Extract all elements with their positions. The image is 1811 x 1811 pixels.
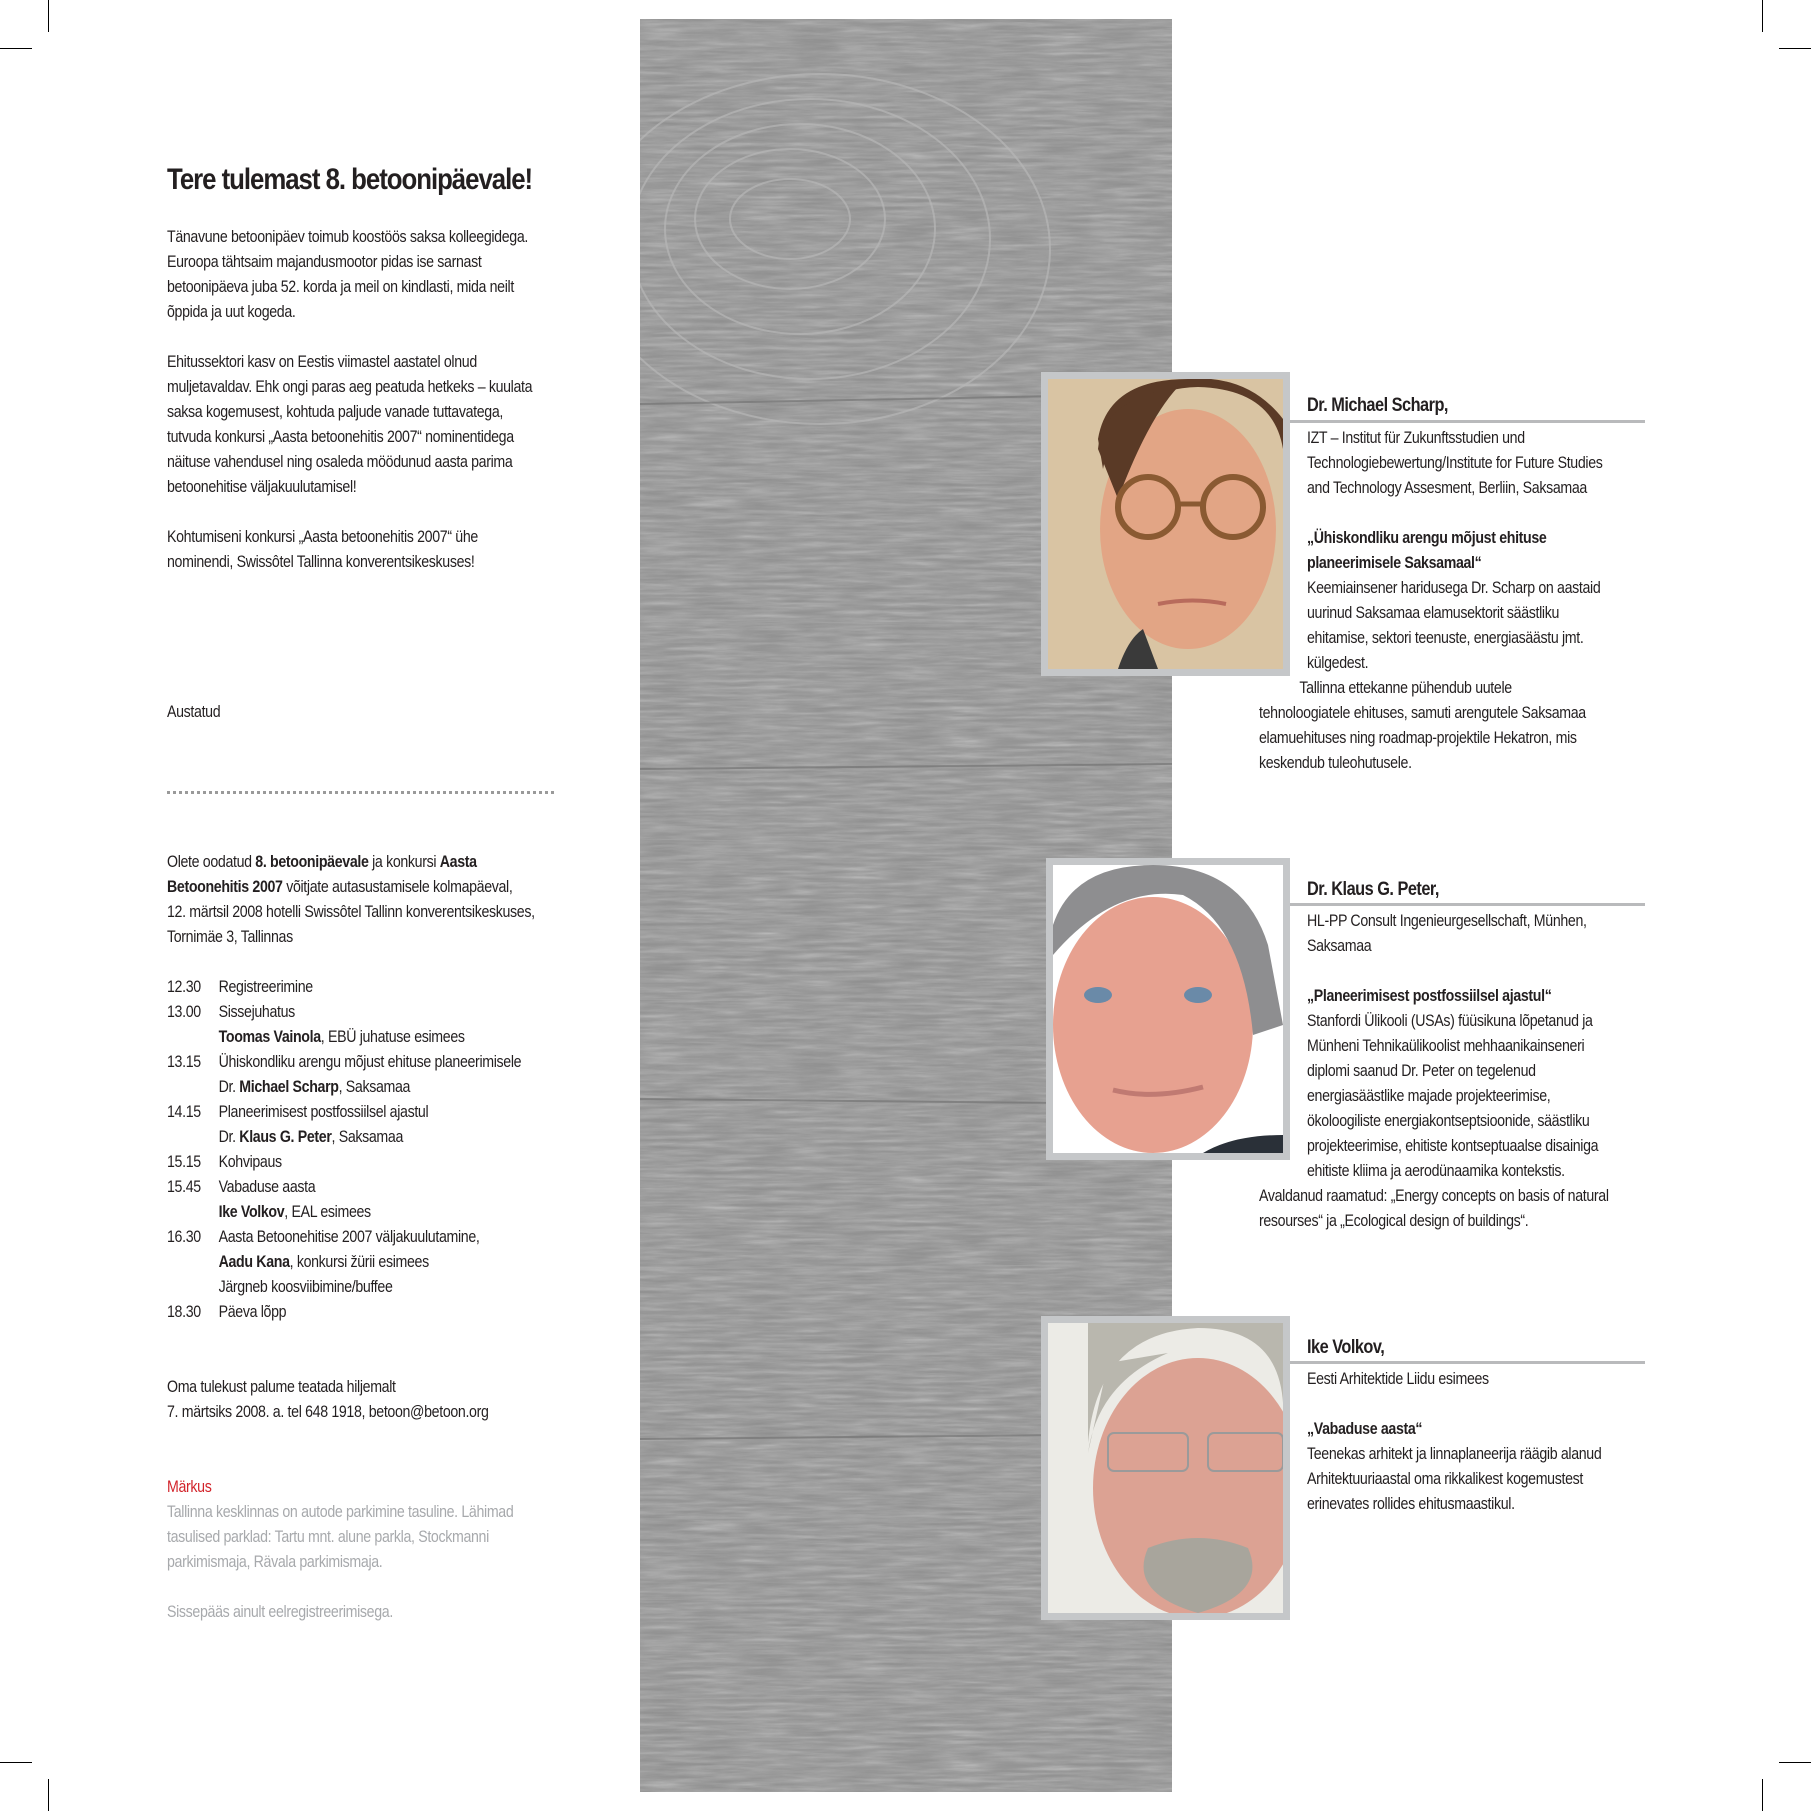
text-line: nominendi, Swissôtel Tallinna konverentsikeskuses! — [167, 553, 475, 571]
schedule-item — [219, 1025, 465, 1050]
schedule-item — [219, 975, 313, 1000]
text-line: Tornimäe 3, Tallinnas — [167, 928, 293, 946]
schedule-row — [167, 1125, 521, 1150]
schedule-row — [167, 1250, 521, 1275]
schedule-text: Järgneb koosviibimine/buffee — [218, 1278, 393, 1296]
schedule-text: Päeva lõpp — [218, 1303, 287, 1321]
bio-line: energiasäästlike majade projekteerimise, — [1307, 1087, 1551, 1105]
schedule-prefix: Dr. — [218, 1078, 240, 1096]
bio-line: Tallinna ettekanne pühendub uutele — [1299, 679, 1512, 697]
text-line: 12. märtsil 2008 hotelli Swissôtel Tallinn konverentsikeskuses, — [167, 903, 535, 921]
intro-paragraph-2 — [167, 350, 571, 500]
schedule-time — [167, 1125, 219, 1150]
affiliation-line: HL-PP Consult Ingenieurgesellschaft, Münhen, — [1307, 912, 1587, 930]
speaker-details-3 — [1307, 1367, 1727, 1517]
talk-title: „Ühiskondliku arengu mõjust ehituse — [1307, 529, 1547, 547]
speaker-details-2 — [1307, 909, 1727, 1184]
schedule-time — [167, 1250, 219, 1275]
bio-line: uurinud Saksamaa elamusektorit säästliku — [1307, 604, 1560, 622]
schedule-time: 15.45 — [167, 1178, 201, 1196]
bio-line: Münheni Tehnikaülikoolist mehhaanikainseneri — [1307, 1037, 1585, 1055]
speaker-details-1 — [1307, 426, 1727, 676]
schedule-time: 13.00 — [167, 1003, 201, 1021]
text-line: Tänavune betoonipäev toimub koostöös saksa kolleegidega. — [167, 228, 528, 246]
schedule-item — [219, 1275, 393, 1300]
bio-line: diplomi saanud Dr. Peter on tegelenud — [1307, 1062, 1536, 1080]
schedule-speaker: Michael Scharp — [239, 1078, 339, 1096]
contact-line: 7. märtsiks 2008. a. tel 648 1918, betoon@betoon.org — [167, 1403, 489, 1421]
text-run: ja konkursi — [368, 853, 440, 871]
text-line: õppida ja uut kogeda. — [167, 303, 296, 321]
schedule-time: 14.15 — [167, 1103, 201, 1121]
schedule-row — [167, 1075, 521, 1100]
schedule-time — [167, 1275, 219, 1300]
schedule-row — [167, 1200, 521, 1225]
schedule-item — [219, 1150, 282, 1175]
dotted-signature-line — [167, 791, 555, 794]
crop-mark — [48, 0, 49, 32]
schedule-row — [167, 1025, 521, 1050]
rsvp-paragraph — [167, 1375, 571, 1425]
schedule-item — [219, 1300, 287, 1325]
affiliation-line: and Technology Assesment, Berliin, Saksamaa — [1307, 479, 1587, 497]
bio-line: erinevates rollides ehitusmaastikul. — [1307, 1495, 1515, 1513]
bio-line: Keemiainsener haridusega Dr. Scharp on aastaid — [1307, 579, 1601, 597]
schedule-time: 13.15 — [167, 1053, 201, 1071]
text-line: muljetavaldav. Ehk ongi paras aeg peatuda hetkeks – kuulata — [167, 378, 533, 396]
crop-mark — [1762, 0, 1763, 32]
schedule-item — [219, 1175, 316, 1200]
invitation-paragraph — [167, 850, 571, 950]
note-line: tasulised parklad: Tartu mnt. alune parkla, Stockmanni — [167, 1528, 489, 1546]
note-heading: Märkus — [167, 1478, 212, 1496]
schedule-item — [219, 1200, 371, 1225]
closing-text — [167, 700, 571, 725]
talk-title: „Vabaduse aasta“ — [1307, 1420, 1423, 1438]
schedule-row — [167, 1175, 521, 1200]
speaker-name: Ike Volkov, — [1307, 1337, 1385, 1358]
speaker-photo-frame — [1041, 372, 1290, 676]
bio-line: elamuehituses ning roadmap-projektile Hekatron, mis — [1259, 729, 1577, 747]
closing-line: Austatud — [167, 703, 221, 721]
bio-line: tehnoloogiatele ehituses, samuti arengutele Saksamaa — [1259, 704, 1586, 722]
schedule-text: Ühiskondliku arengu mõjust ehituse planeerimisele — [218, 1053, 522, 1071]
schedule-row — [167, 1300, 521, 1325]
schedule-prefix: Dr. — [218, 1128, 240, 1146]
speaker-photo-ike-volkov — [1048, 1323, 1283, 1613]
bold-run: Aasta — [439, 853, 477, 871]
schedule-row — [167, 1050, 521, 1075]
schedule-text: , Saksamaa — [338, 1078, 411, 1096]
schedule-text: Vabaduse aasta — [218, 1178, 316, 1196]
note-line: parkimismaja, Rävala parkimismaja. — [167, 1553, 383, 1571]
schedule-text: , Saksamaa — [331, 1128, 403, 1146]
bold-run: 8. betoonipäevale — [255, 853, 369, 871]
bio-line: Stanfordi Ülikooli (USAs) füüsikuna lõpetanud ja — [1307, 1012, 1593, 1030]
bio-line: ökoloogiliste energiakontseptsioonide, säästliku — [1307, 1112, 1590, 1130]
crop-mark — [0, 1762, 32, 1763]
speaker-name: Dr. Klaus G. Peter, — [1307, 879, 1439, 900]
schedule-text: Registreerimine — [218, 978, 313, 996]
text-line: betoonehitise väljakuulutamisel! — [167, 478, 357, 496]
text-line: Kohtumiseni konkursi „Aasta betoonehitis 2007“ ühe — [167, 528, 478, 546]
affiliation-line: Saksamaa — [1307, 937, 1372, 955]
note-line: Sissepääs ainult eelregistreerimisega. — [167, 1603, 393, 1621]
schedule-speaker: Ike Volkov — [218, 1203, 285, 1221]
bio-line: keskendub tuleohutusele. — [1259, 754, 1412, 772]
schedule-time — [167, 1025, 219, 1050]
schedule-time: 15.15 — [167, 1153, 201, 1171]
schedule-text: , EAL esimees — [284, 1203, 371, 1221]
schedule-row — [167, 1225, 521, 1250]
speaker-divider — [1290, 1361, 1645, 1364]
speaker-photo-frame — [1041, 1316, 1290, 1620]
schedule-text: , EBÜ juhatuse esimees — [320, 1028, 465, 1046]
schedule-text: Planeerimisest postfossiilsel ajastul — [218, 1103, 429, 1121]
schedule-row — [167, 1275, 521, 1300]
text-run: võitjate autasustamisele kolmapäeval, — [282, 878, 513, 896]
text-line: saksa kogemusest, kohtuda paljude vanade tuttavatega, — [167, 403, 503, 421]
schedule-time: 12.30 — [167, 978, 201, 996]
bold-run: Betoonehitis 2007 — [167, 878, 283, 896]
affiliation-line: Technologiebewertung/Institute for Future Studies — [1307, 454, 1603, 472]
schedule-item — [219, 1250, 429, 1275]
text-line: Ehitussektori kasv on Eestis viimastel aastatel olnud — [167, 353, 477, 371]
speaker-divider — [1290, 903, 1645, 906]
affiliation-line: IZT – Institut für Zukunftsstudien und — [1307, 429, 1525, 447]
schedule-item — [219, 1100, 429, 1125]
schedule-speaker: Toomas Vainola — [218, 1028, 321, 1046]
text-run: Olete oodatud — [167, 853, 256, 871]
page-title: Tere tulemast 8. betoonipäevale! — [167, 163, 533, 196]
schedule-item — [219, 1000, 295, 1025]
text-line: Oma tulekust palume teatada hiljemalt — [167, 1378, 396, 1396]
crop-mark — [0, 48, 32, 49]
crop-mark — [48, 1779, 49, 1811]
schedule-speaker: Klaus G. Peter — [239, 1128, 332, 1146]
note-section — [167, 1475, 571, 1625]
crop-mark — [1762, 1779, 1763, 1811]
intro-paragraph-1 — [167, 225, 571, 325]
schedule-item — [219, 1075, 410, 1100]
schedule-text: , konkursi žürii esimees — [289, 1253, 429, 1271]
talk-title: planeerimisele Saksamaal“ — [1307, 554, 1482, 572]
text-line: näituse vahendusel ning osaleda möödunud aasta parima — [167, 453, 513, 471]
schedule-text: Sissejuhatus — [218, 1003, 295, 1021]
schedule-list — [167, 975, 521, 1325]
text-line: betoonipäeva juba 52. korda ja meil on kindlasti, mida neilt — [167, 278, 514, 296]
text-line: Euroopa tähtsaim majandusmootor pidas ise sarnast — [167, 253, 482, 271]
bio-line: külgedest. — [1307, 654, 1369, 672]
bio-line: ehitamise, sektori teenuste, energiasäästu jmt. — [1307, 629, 1584, 647]
schedule-time: 16.30 — [167, 1228, 201, 1246]
bio-line: resourses“ ja „Ecological design of buildings“. — [1259, 1212, 1529, 1230]
bio-line: ehitiste kliima ja aerodünaamika kontekstis. — [1307, 1162, 1565, 1180]
schedule-row — [167, 1000, 521, 1025]
speaker-divider — [1290, 420, 1645, 423]
text-line: tutvuda konkursi „Aasta betoonehitis 2007“ nominentidega — [167, 428, 514, 446]
speaker-photo-frame — [1046, 858, 1290, 1160]
crop-mark — [1779, 1762, 1811, 1763]
schedule-row — [167, 1100, 521, 1125]
schedule-text: Kohvipaus — [218, 1153, 282, 1171]
bio-line: Arhitektuuriaastal oma rikkalikest kogemustest — [1307, 1470, 1583, 1488]
schedule-row — [167, 975, 521, 1000]
speaker-photo-michael-scharp — [1048, 379, 1283, 669]
schedule-time — [167, 1200, 219, 1225]
schedule-row — [167, 1150, 521, 1175]
speaker-name: Dr. Michael Scharp, — [1307, 395, 1448, 416]
schedule-text: Aasta Betoonehitise 2007 väljakuulutamine, — [218, 1228, 480, 1246]
bio-line: projekteerimise, ehitiste kontseptuaalse disainiga — [1307, 1137, 1599, 1155]
affiliation-line: Eesti Arhitektide Liidu esimees — [1307, 1370, 1489, 1388]
schedule-speaker: Aadu Kana — [218, 1253, 290, 1271]
bio-line: Avaldanud raamatud: „Energy concepts on basis of natural — [1259, 1187, 1609, 1205]
speaker-photo-klaus-peter — [1053, 865, 1283, 1153]
intro-paragraph-3 — [167, 525, 571, 575]
schedule-time — [167, 1075, 219, 1100]
speaker-bio-continued-1 — [1259, 676, 1699, 776]
schedule-item — [219, 1125, 403, 1150]
schedule-item — [219, 1050, 522, 1075]
schedule-time: 18.30 — [167, 1303, 201, 1321]
talk-title: „Planeerimisest postfossiilsel ajastul“ — [1307, 987, 1552, 1005]
crop-mark — [1779, 48, 1811, 49]
speaker-bio-continued-2 — [1259, 1184, 1699, 1234]
bio-line: Teenekas arhitekt ja linnaplaneerija räägib alanud — [1307, 1445, 1602, 1463]
note-line: Tallinna kesklinnas on autode parkimine tasuline. Lähimad — [167, 1503, 514, 1521]
schedule-item — [219, 1225, 480, 1250]
